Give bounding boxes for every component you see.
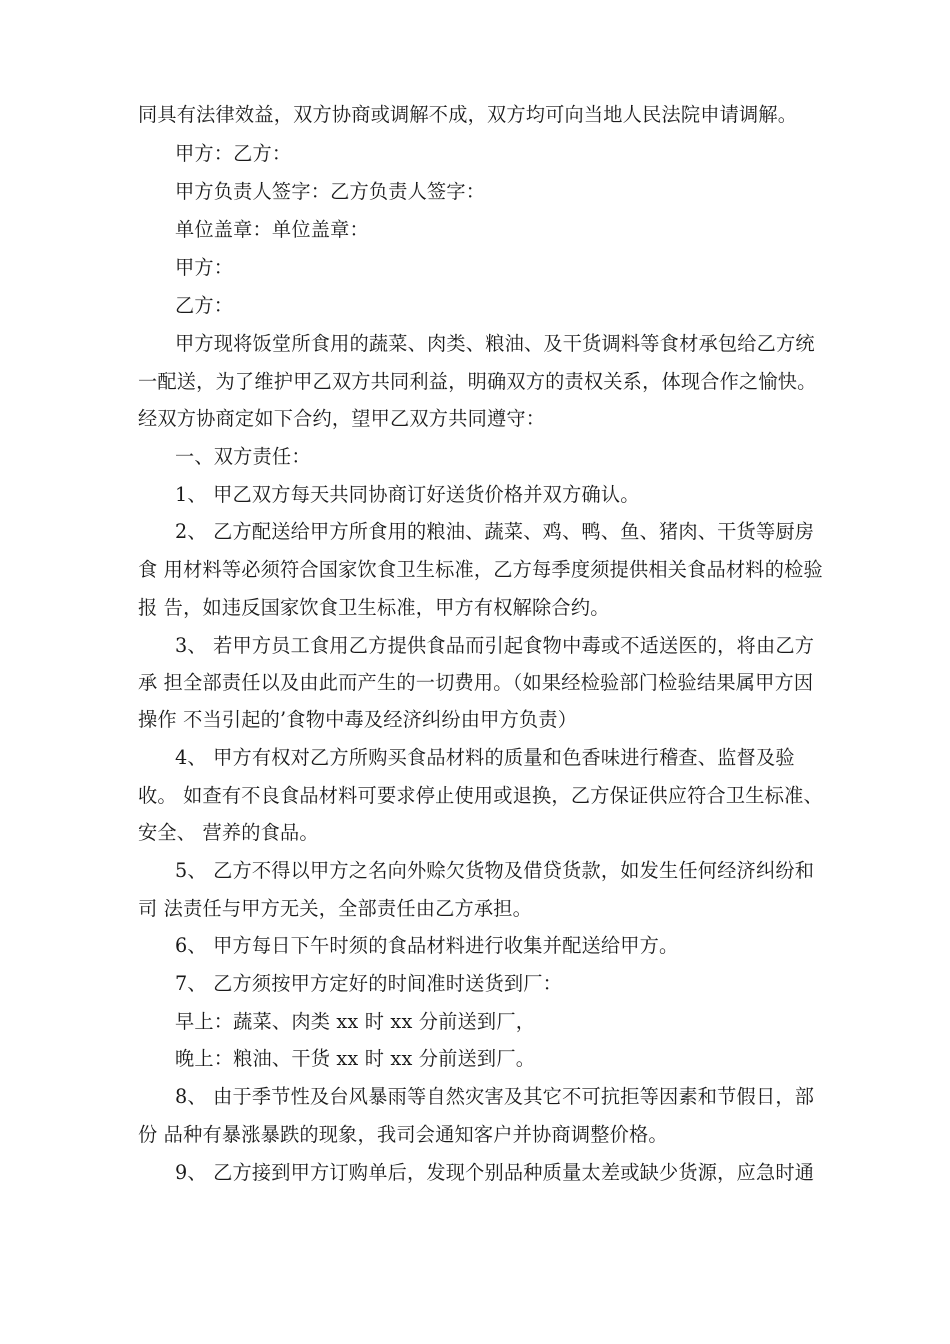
clause-line: 安全、 营养的食品。 bbox=[138, 821, 319, 844]
clause-line: 5、 乙方不得以甲方之名向外赊欠货物及借贷货款，如发生任何经济纠纷和 bbox=[175, 859, 815, 882]
clause-line: 3、 若甲方员工食用乙方提供食品而引起食物中毒或不适送医的，将由乙方 bbox=[175, 634, 815, 657]
paragraph-line: 经双方协商定如下合约，望甲乙双方共同遵守： bbox=[138, 407, 546, 430]
clause-line: 2、 乙方配送给甲方所食用的粮油、蔬菜、鸡、鸭、鱼、猪肉、干货等厨房 bbox=[175, 520, 815, 543]
clause-line: 报 告，如违反国家饮食卫生标准，甲方有权解除合约。 bbox=[138, 596, 610, 619]
paragraph-line: 同具有法律效益，双方协商或调解不成，双方均可向当地人民法院申请调解。 bbox=[138, 103, 798, 126]
paragraph-line: 甲方：乙方： bbox=[175, 142, 292, 165]
clause-line: 早上：蔬菜、肉类 xx 时 xx 分前送到厂， bbox=[175, 1010, 536, 1033]
clause-line: 晚上：粮油、干货 xx 时 xx 分前送到厂。 bbox=[175, 1047, 536, 1070]
paragraph-line: 一配送，为了维护甲乙双方共同利益，明确双方的责权关系，体现合作之愉快。 bbox=[138, 370, 817, 393]
clause-line: 司 法责任与甲方无关，全部责任由乙方承担。 bbox=[138, 897, 533, 920]
clause-line: 份 品种有暴涨暴跌的现象，我司会通知客户并协商调整价格。 bbox=[138, 1123, 668, 1146]
clause-line: 7、 乙方须按甲方定好的时间准时送货到厂： bbox=[175, 972, 563, 995]
clause-line: 承 担全部责任以及由此而产生的一切费用。（如果经检验部门检验结果属甲方因 bbox=[138, 671, 814, 694]
clause-line: 收。 如查有不良食品材料可要求停止使用或退换，乙方保证供应符合卫生标准、 bbox=[138, 784, 823, 807]
clause-line: 9、 乙方接到甲方订购单后，发现个别品种质量太差或缺少货源，应急时通 bbox=[175, 1161, 815, 1184]
paragraph-line: 单位盖章：单位盖章： bbox=[175, 218, 369, 241]
clause-line: 1、 甲乙双方每天共同协商订好送货价格并双方确认。 bbox=[175, 483, 640, 506]
clause-line: 操作 不当引起的’食物中毒及经济纠纷由甲方负责） bbox=[138, 708, 578, 731]
paragraph-line: 乙方： bbox=[175, 294, 234, 317]
clause-line: 食 用材料等必须符合国家饮食卫生标准，乙方每季度须提供相关食品材料的检验 bbox=[138, 558, 823, 581]
paragraph-line: 甲方： bbox=[175, 256, 234, 279]
clause-line: 4、 甲方有权对乙方所购买食品材料的质量和色香味进行稽查、监督及验 bbox=[175, 746, 795, 769]
paragraph-line: 甲方现将饭堂所食用的蔬菜、肉类、粮油、及干货调料等食材承包给乙方统 bbox=[175, 332, 815, 355]
paragraph-line: 甲方负责人签字：乙方负责人签字： bbox=[175, 180, 486, 203]
clause-line: 6、 甲方每日下午时须的食品材料进行收集并配送给甲方。 bbox=[175, 934, 679, 957]
clause-line: 8、 由于季节性及台风暴雨等自然灾害及其它不可抗拒等因素和节假日，部 bbox=[175, 1085, 815, 1108]
section-heading: 一、双方责任： bbox=[175, 445, 311, 468]
